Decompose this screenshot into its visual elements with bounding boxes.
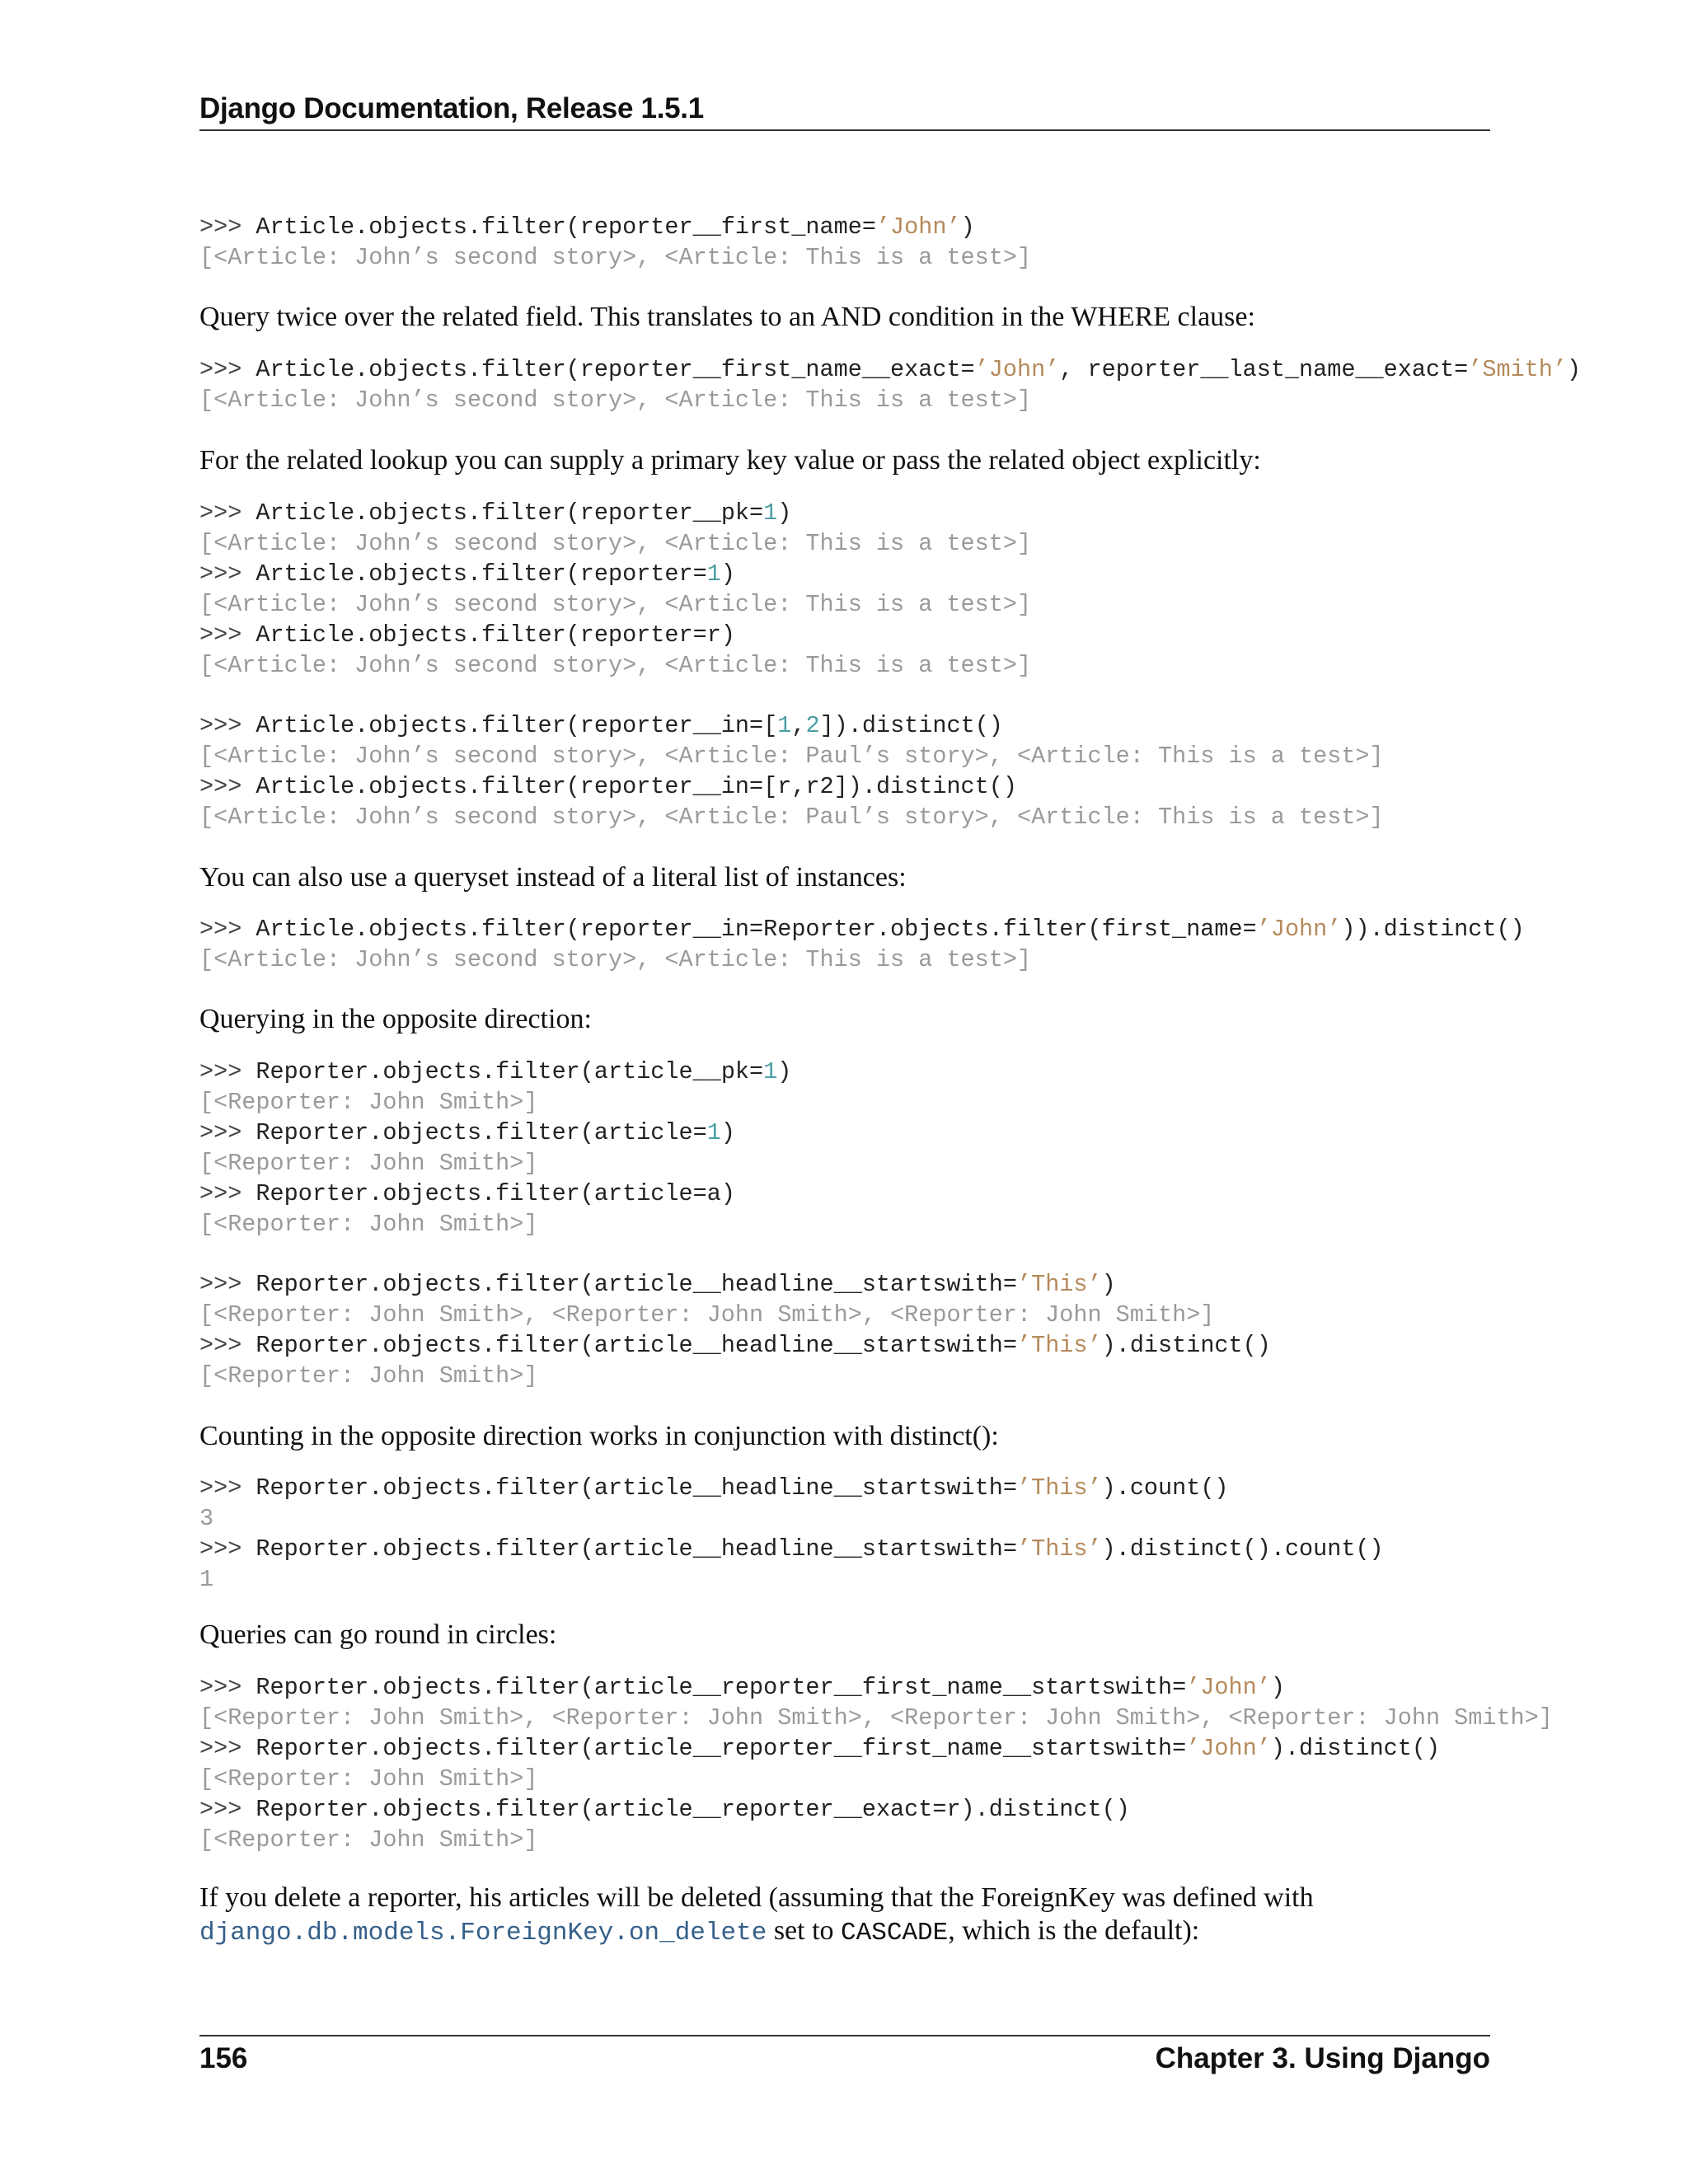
footer-rule xyxy=(199,2035,1490,2036)
page-header-title: Django Documentation, Release 1.5.1 xyxy=(199,92,704,124)
header-rule xyxy=(199,129,1490,131)
code-line: >>> Reporter.objects.filter(article__reporter__first_name__startswith=’John’).distinct() xyxy=(199,1735,1441,1762)
code-line: >>> Reporter.objects.filter(article__headline__startswith=’This’).count() xyxy=(199,1474,1229,1502)
code-output: [<Article: John’s second story>, <Article: Paul’s story>, <Article: This is a test>] xyxy=(199,804,1384,831)
code-output: 1 xyxy=(199,1566,214,1593)
code-line: >>> Article.objects.filter(reporter__first_name__exact=’John’, reporter__last_name__exact=’Smith’) xyxy=(199,356,1582,383)
code-line: >>> Reporter.objects.filter(article__headline__startswith=’This’).distinct().count() xyxy=(199,1535,1384,1563)
code-output: [<Article: John’s second story>, <Article: This is a test>] xyxy=(199,530,1032,557)
page-number: 156 xyxy=(199,2042,248,2074)
code-output: [<Article: John’s second story>, <Article: This is a test>] xyxy=(199,652,1032,679)
paragraph: Counting in the opposite direction works in conjunction with distinct(): xyxy=(199,1421,999,1451)
code-output: [<Reporter: John Smith>] xyxy=(199,1150,538,1177)
paragraph: Queries can go round in circles: xyxy=(199,1619,557,1650)
code-output: [<Reporter: John Smith>] xyxy=(199,1089,538,1116)
paragraph: Query twice over the related field. This translates to an AND condition in the WHERE clause: xyxy=(199,302,1255,332)
code-output: [<Article: John’s second story>, <Article: This is a test>] xyxy=(199,244,1032,271)
code-line: >>> Article.objects.filter(reporter__in=Reporter.objects.filter(first_name=’John’)).distinct() xyxy=(199,916,1525,943)
code-line: >>> Reporter.objects.filter(article__reporter__first_name__startswith=’John’) xyxy=(199,1674,1285,1701)
code-output: 3 xyxy=(199,1505,214,1532)
code-line: >>> Reporter.objects.filter(article=1) xyxy=(199,1119,735,1146)
code-line: >>> Article.objects.filter(reporter__in=[r,r2]).distinct() xyxy=(199,773,1017,800)
code-output: [<Article: John’s second story>, <Article: This is a test>] xyxy=(199,387,1032,414)
code-output: [<Article: John’s second story>, <Article: This is a test>] xyxy=(199,946,1032,973)
code-output: [<Article: John’s second story>, <Article: Paul’s story>, <Article: This is a test>] xyxy=(199,743,1384,770)
code-output: [<Article: John’s second story>, <Article: This is a test>] xyxy=(199,591,1032,618)
cascade-literal: CASCADE xyxy=(841,1919,949,1947)
code-output: [<Reporter: John Smith>] xyxy=(199,1211,538,1238)
on-delete-link[interactable]: django.db.models.ForeignKey.on_delete xyxy=(199,1919,767,1947)
code-output: [<Reporter: John Smith>] xyxy=(199,1826,538,1854)
code-line: >>> Article.objects.filter(reporter__pk=1) xyxy=(199,499,792,527)
code-line: >>> Article.objects.filter(reporter__first_name=’John’) xyxy=(199,213,975,241)
code-line: >>> Article.objects.filter(reporter=r) xyxy=(199,621,735,649)
code-output: [<Reporter: John Smith>, <Reporter: John Smith>, <Reporter: John Smith>, <Reporter: John Smith>] xyxy=(199,1704,1553,1732)
code-output: [<Reporter: John Smith>, <Reporter: John Smith>, <Reporter: John Smith>] xyxy=(199,1301,1215,1329)
code-line: >>> Reporter.objects.filter(article__pk=1) xyxy=(199,1058,792,1085)
paragraph: Querying in the opposite direction: xyxy=(199,1004,592,1034)
code-line: >>> Reporter.objects.filter(article=a) xyxy=(199,1180,735,1207)
chapter-title: Chapter 3. Using Django xyxy=(1155,2042,1490,2074)
code-line: >>> Article.objects.filter(reporter__in=[1,2]).distinct() xyxy=(199,712,1003,739)
code-line: >>> Reporter.objects.filter(article__reporter__exact=r).distinct() xyxy=(199,1796,1130,1823)
paragraph: For the related lookup you can supply a primary key value or pass the related object explicitly: xyxy=(199,445,1261,476)
code-line: >>> Reporter.objects.filter(article__headline__startswith=’This’).distinct() xyxy=(199,1332,1271,1359)
paragraph-line: If you delete a reporter, his articles will be deleted (assuming that the ForeignKey was defined with xyxy=(199,1882,1314,1913)
paragraph-line: django.db.models.ForeignKey.on_delete set to CASCADE, which is the default): xyxy=(199,1915,1200,1947)
paragraph: You can also use a queryset instead of a literal list of instances: xyxy=(199,862,907,893)
code-line: >>> Reporter.objects.filter(article__headline__startswith=’This’) xyxy=(199,1271,1116,1298)
code-output: [<Reporter: John Smith>] xyxy=(199,1765,538,1793)
code-output: [<Reporter: John Smith>] xyxy=(199,1362,538,1390)
code-line: >>> Article.objects.filter(reporter=1) xyxy=(199,560,735,588)
